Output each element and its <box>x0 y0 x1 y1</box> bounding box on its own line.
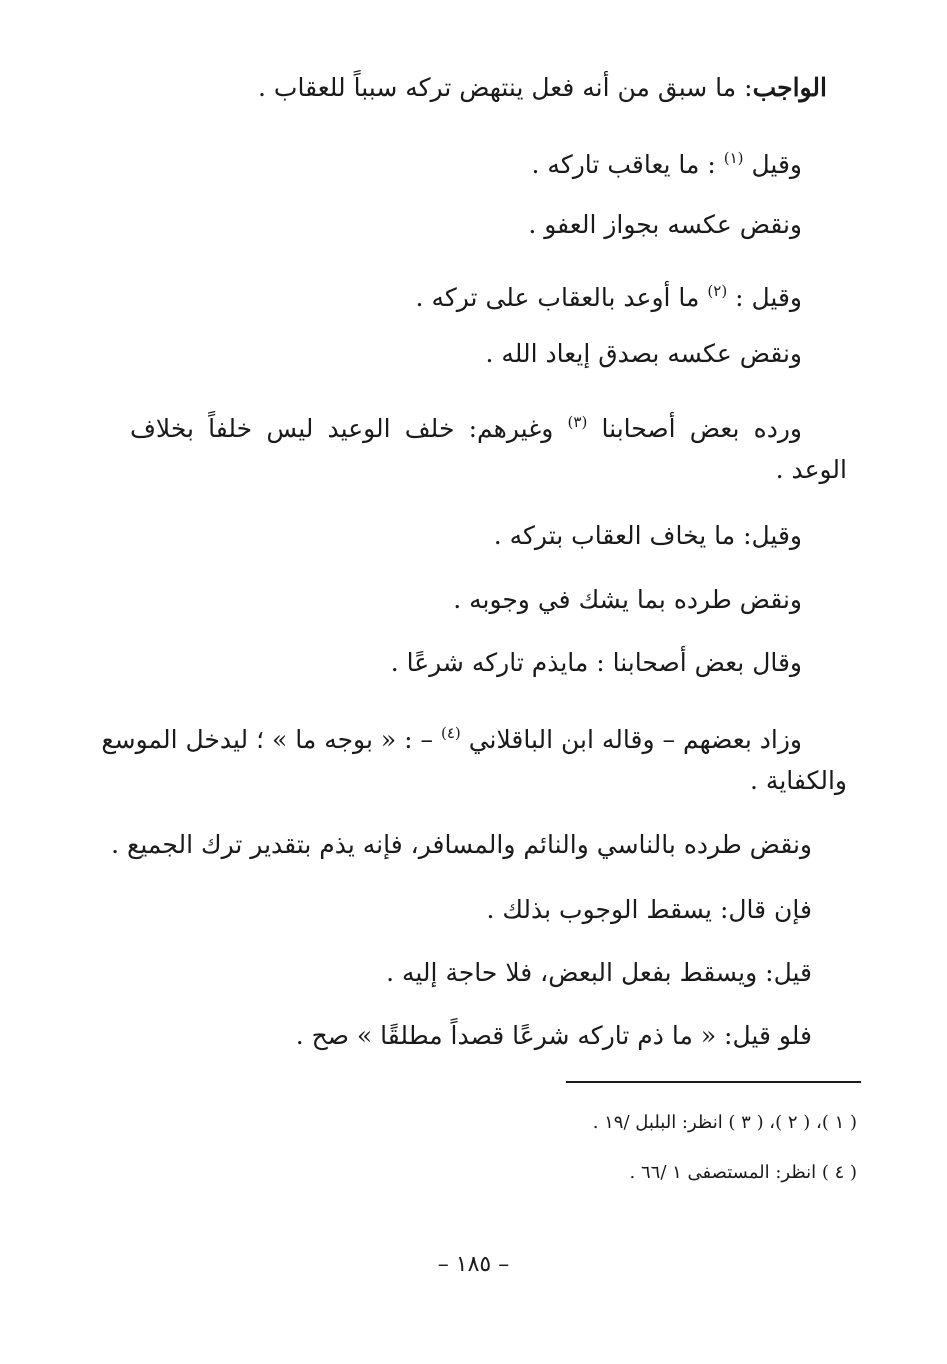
paragraph-text: وقيل: ما يخاف العقاب بتركه . <box>493 521 802 550</box>
term-heading: الواجب <box>752 73 827 102</box>
paragraph-text: : ما سبق من أنه فعل ينتهض تركه سبباً للعقاب . <box>258 73 753 102</box>
paragraph-text: ونقض عكسه بجواز العفو . <box>528 210 802 239</box>
paragraph-zad-continuation <box>750 763 847 799</box>
footnote-ref-4[interactable]: (٤) <box>440 724 461 742</box>
paragraph-naqd-2 <box>485 336 802 372</box>
paragraph-qal <box>391 645 802 681</box>
paragraph-text: ونقض طرده بما يشك في وجوبه . <box>453 585 802 614</box>
footnote-ref-1[interactable]: (١) <box>723 149 744 167</box>
footnote-ref-3[interactable]: (٣) <box>567 413 588 431</box>
paragraph-radd <box>130 404 802 447</box>
footnote-2: ( ٤ ) انظر: المستصفى ١ /٦٦ . <box>629 1162 857 1183</box>
paragraph-text: وزاد بعضهم – وقاله ابن الباقلاني <box>468 725 802 754</box>
paragraph-qila-3 <box>494 518 802 554</box>
paragraph-text: ونقض عكسه بصدق إيعاد الله . <box>485 339 802 368</box>
paragraph-qila-2 <box>416 273 802 316</box>
paragraph-text: فإن قال: يسقط الوجوب بذلك . <box>486 895 812 924</box>
paragraph-text: وقال بعض أصحابنا : مايذم تاركه شرعًا . <box>390 648 802 677</box>
paragraph-text: وقيل : <box>735 283 802 312</box>
paragraph-text: قيل: ويسقط بفعل البعض، فلا حاجة إليه . <box>386 958 812 987</box>
paragraph-naqd-3 <box>453 582 802 618</box>
footnote-ref-2[interactable]: (٢) <box>707 282 728 300</box>
paragraph-text: فلو قيل: « ما ذم تاركه شرعًا قصداً مطلقًا » صح . <box>295 1021 812 1050</box>
paragraph-text: – : « بوجه ما » ؛ ليدخل الموسع <box>101 725 433 754</box>
paragraph-zad <box>101 715 802 758</box>
paragraph-wajib-definition <box>258 70 827 106</box>
paragraph-falaw <box>296 1018 812 1054</box>
paragraph-text: : ما يعاقب تاركه . <box>531 150 716 179</box>
paragraph-naqd-4 <box>111 827 812 863</box>
paragraph-text: وقيل <box>751 150 802 179</box>
paragraph-text: ورده بعض أصحابنا <box>601 414 802 443</box>
paragraph-radd-continuation <box>776 452 847 488</box>
paragraph-text: ما أوعد بالعقاب على تركه . <box>415 283 700 312</box>
page-number: – ١٨٥ – <box>437 1252 510 1277</box>
footnote-separator <box>566 1081 861 1083</box>
paragraph-naqd-1 <box>528 207 802 243</box>
paragraph-text: وغيرهم: خلف الوعيد ليس خلفاً بخلاف <box>130 414 554 443</box>
paragraph-fa-in-qal <box>486 892 812 928</box>
paragraph-qila-4 <box>386 955 812 991</box>
paragraph-qila-1 <box>532 140 802 183</box>
paragraph-text: والكفاية . <box>750 766 847 795</box>
paragraph-text: ونقض طرده بالناسي والنائم والمسافر، فإنه يذم بتقدير ترك الجميع . <box>111 830 812 859</box>
footnote-1: ( ١ )، ( ٢ )، ( ٣ ) انظر: البلبل /١٩ . <box>592 1112 857 1133</box>
paragraph-text: الوعد . <box>775 455 847 484</box>
